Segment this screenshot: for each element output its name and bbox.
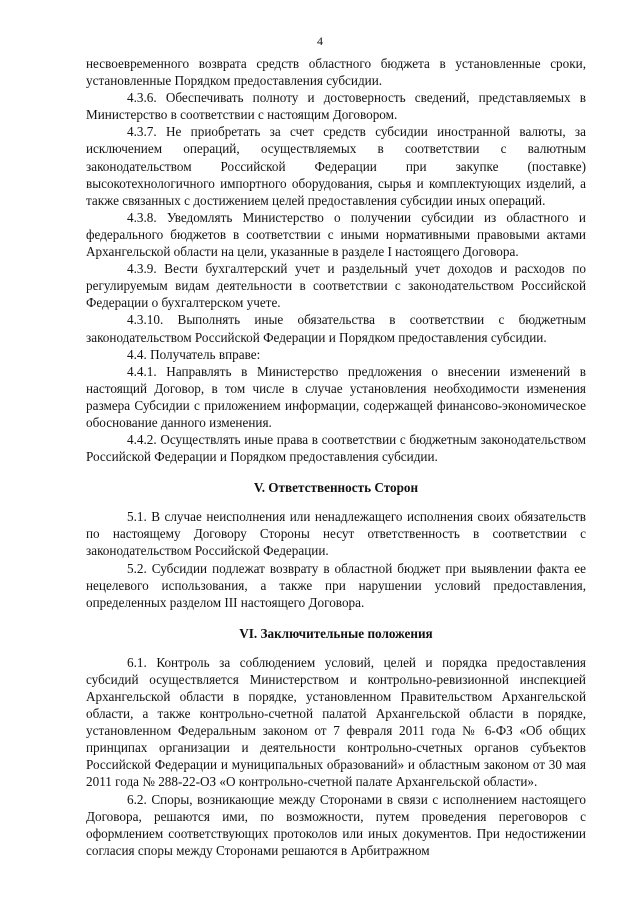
section-heading-final-provisions: VI. Заключительные положения — [239, 625, 433, 641]
paragraph-4-3-9: 4.3.9. Вести бухгалтерский учет и раздельный учет доходов и расходов по регулируемым видам деятельности в соответствии с законодательством Российской Федерации о бухгалтерском учете. — [86, 261, 586, 311]
paragraph-4-4-1: 4.4.1. Направлять в Министерство предложения о внесении изменений в настоящий Договор, в том числе в случае установления необходимости изменения размера Субсидии с приложением информации, содержащей финансово-экономическое обоснование данного изменения. — [86, 363, 586, 430]
paragraph-4-3-6: 4.3.6. Обеспечивать полноту и достоверность сведений, представляемых в Министерство в соответствии с настоящим Договором. — [86, 90, 586, 123]
paragraph-continuation: несвоевременного возврата средств областного бюджета в установленные сроки, установленные Порядком предоставления субсидии. — [86, 56, 586, 89]
paragraph-4-3-8: 4.3.8. Уведомлять Министерство о получении субсидии из областного и федерального бюджетов в соответствии с иными нормативными правовыми актами Архангельской области на цели, указанные в разделе I настоящего Договора. — [86, 209, 586, 260]
section-heading-responsibility: V. Ответственность Сторон — [253, 480, 419, 496]
paragraph-4-4-2: 4.4.2. Осуществлять иные права в соответствии с бюджетным законодательством Российской Федерации и Порядком предоставления субсидии. — [86, 432, 586, 465]
paragraph-4-4: 4.4. Получатель вправе: — [127, 346, 261, 362]
paragraph-4-3-10: 4.3.10. Выполнять иные обязательства в соответствии с бюджетным законодательством Российской Федерации и Порядком предоставления субсидии. — [86, 312, 586, 345]
paragraph-5-2: 5.2. Субсидии подлежат возврату в областной бюджет при выявлении факта ее нецелевого использования, а также при нарушении условий предоставления, определенных разделом III настоящего Договора. — [86, 560, 586, 610]
paragraph-5-1: 5.1. В случае неисполнения или ненадлежащего исполнения своих обязательств по настоящему Договору Стороны несут ответственность в соответствии с законодательством Российской Федерации. — [86, 509, 586, 559]
document-body — [86, 55, 586, 859]
paragraph-6-1: 6.1. Контроль за соблюдением условий, целей и порядка предоставления субсидий осуществляется Министерством и контрольно-ревизионной инспекцией Архангельской области в порядке, установленном Правительством Архангельской области, а также контрольно-счетной палатой Архангельской области в порядке, установленном Федеральным законом от 7 февраля 2011 года № 6-ФЗ «Об общих принципах организации и деятельности контрольно-счетных органов субъектов Российской Федерации и муниципальных образований» и областным законом от 30 мая 2011 года № 288-22-ОЗ «О контрольно-счетной палате Архангельской области». — [86, 654, 586, 790]
paragraph-4-3-7: 4.3.7. Не приобретать за счет средств субсидии иностранной валюты, за исключением операций, осуществляемых в соответствии с валютным законодательством Российской Федерации при закупке (поставке) высокотехнологичного импортного оборудования, сырья и комплектующих изделий, а также связанных с достижением целей предоставления субсидии иных операций. — [86, 124, 586, 208]
paragraph-6-2: 6.2. Споры, возникающие между Сторонами в связи с исполнением настоящего Договора, решаются ими, по возможности, путем проведения переговоров с оформлением соответствующих протоколов или иных документов. При недостижении согласия споры между Сторонами решаются в Арбитражном — [86, 791, 586, 858]
page-number: 4 — [317, 34, 323, 48]
